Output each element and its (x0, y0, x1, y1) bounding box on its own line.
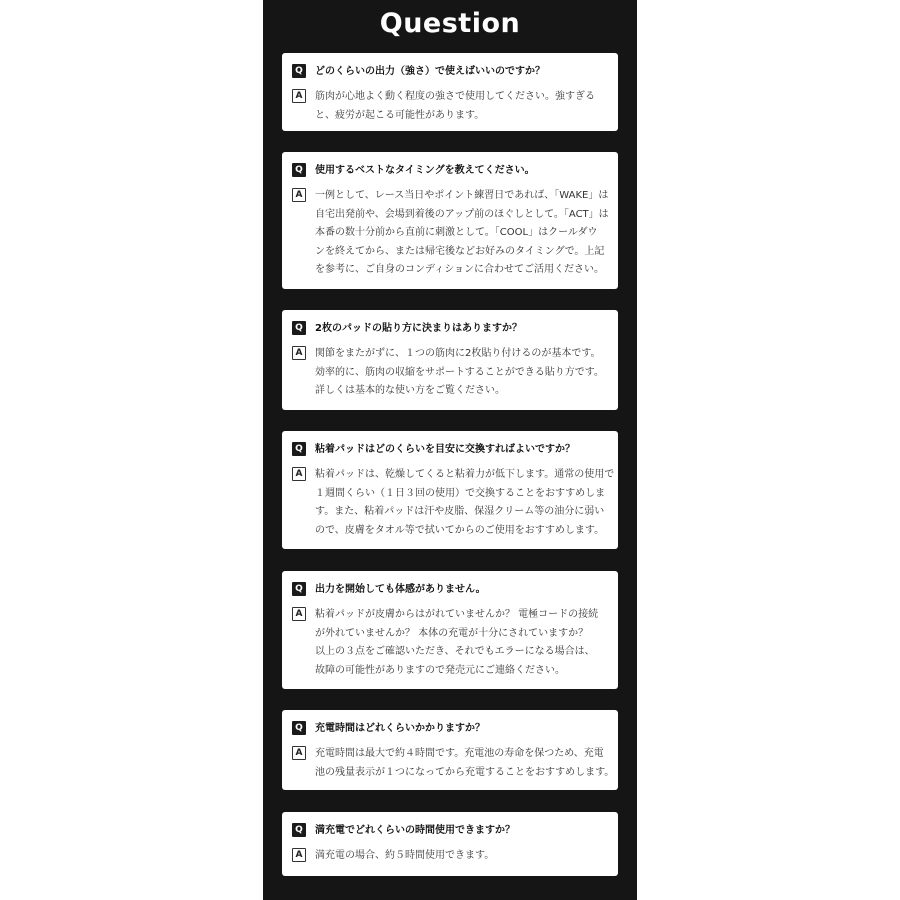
question-text: どのくらいの出力（強さ）で使えばいいのですか？ (315, 66, 545, 77)
answer-line: 自宅出発前や、会場到着後のアップ前のほぐしとして。「ACT」は (315, 208, 609, 220)
faq-panel (263, 0, 637, 900)
faq-card (282, 710, 618, 790)
question-row (292, 64, 610, 80)
a-badge: A (292, 89, 306, 103)
question-row (292, 321, 610, 337)
faq-card (282, 53, 618, 131)
question-text: 使用するベストなタイミングを教えてください。 (315, 165, 535, 176)
answer-line: 粘着パッドは、乾燥してくると粘着力が低下します。通常の使用で (315, 469, 615, 480)
faq-card (282, 571, 618, 689)
answer-line: を参考に、ご自身のコンディションに合わせてご活用ください。 (315, 264, 604, 275)
q-badge: Q (292, 823, 306, 837)
question-row (292, 442, 610, 458)
question-row (292, 582, 610, 598)
a-badge: A (292, 607, 306, 621)
a-badge: A (292, 848, 306, 862)
answer-line: 満充電の場合、約５時間使用できます。 (315, 850, 495, 861)
faq-card (282, 310, 618, 410)
question-row (292, 163, 610, 179)
question-text: 出力を開始しても体感がありません。 (315, 584, 486, 595)
a-badge: A (292, 346, 306, 360)
q-badge: Q (292, 64, 306, 78)
question-text: 充電時間はどれくらいかかりますか？ (315, 723, 485, 734)
q-badge: Q (292, 442, 306, 456)
q-badge: Q (292, 163, 306, 177)
answer-line: す。また、粘着パッドは汗や皮脂、保湿クリーム等の油分に弱い (315, 506, 605, 517)
answer-text (315, 187, 610, 280)
answer-text (315, 466, 615, 540)
question-row (292, 823, 610, 839)
answer-line: 充電時間は最大で約４時間です。充電池の寿命を保つため、充電 (315, 748, 604, 759)
answer-line: 関節をまたがずに、１つの筋肉に2枚貼り付けるのが基本です。 (315, 348, 601, 359)
answer-line: ので、皮膚をタオル等で拭いてからのご使用をおすすめします。 (315, 524, 605, 536)
a-badge: A (292, 467, 306, 481)
answer-line: と、疲労が起こる可能性があります。 (315, 109, 485, 121)
faq-card (282, 812, 618, 876)
answer-line: 本番の数十分前から直前に刺激として。「COOL」はクールダウ (315, 227, 598, 238)
answer-text (315, 345, 610, 401)
answer-line: 池の残量表示が１つになってから充電することをおすすめします。 (315, 766, 615, 778)
question-text: 満充電でどれくらいの時間使用できますか？ (315, 825, 515, 836)
question-text: 粘着パッドはどのくらいを目安に交換すればよいですか？ (315, 444, 575, 455)
a-badge: A (292, 746, 306, 760)
question-text: 2枚のパッドの貼り方に決まりはありますか？ (315, 323, 522, 334)
answer-line: 筋肉が心地よく動く程度の強さで使用してください。強すぎる (315, 91, 595, 102)
answer-line: 粘着パッドが皮膚からはがれていませんか？ 電極コードの接続 (315, 609, 599, 620)
answer-line: 故障の可能性がありますので発売元にご連絡ください。 (315, 664, 565, 676)
faq-card (282, 431, 618, 549)
answer-line: 一例として、レース当日やポイント練習日であれば、「WAKE」は (315, 190, 609, 201)
answer-line: １週間くらい（１日３回の使用）で交換することをおすすめしま (315, 487, 606, 499)
answer-text (315, 606, 610, 680)
faq-card (282, 152, 618, 289)
question-row (292, 721, 610, 737)
answer-line: 詳しくは基本的な使い方をご覧ください。 (315, 385, 505, 396)
answer-text (315, 847, 610, 866)
answer-text (315, 745, 615, 782)
q-badge: Q (292, 721, 306, 735)
a-badge: A (292, 188, 306, 202)
page-title: Question (379, 8, 521, 39)
answer-line: ンを終えてから、または帰宅後などお好みのタイミングで。上記 (315, 245, 605, 257)
answer-line: 以上の３点をご確認いただき、それでもエラーになる場合は、 (315, 646, 595, 657)
answer-text (315, 88, 610, 125)
q-badge: Q (292, 321, 306, 335)
answer-line: が外れていませんか？ 本体の充電が十分にされていますか？ (315, 627, 589, 639)
q-badge: Q (292, 582, 306, 596)
answer-line: 効率的に、筋肉の収縮をサポートすることができる貼り方です。 (315, 366, 604, 378)
